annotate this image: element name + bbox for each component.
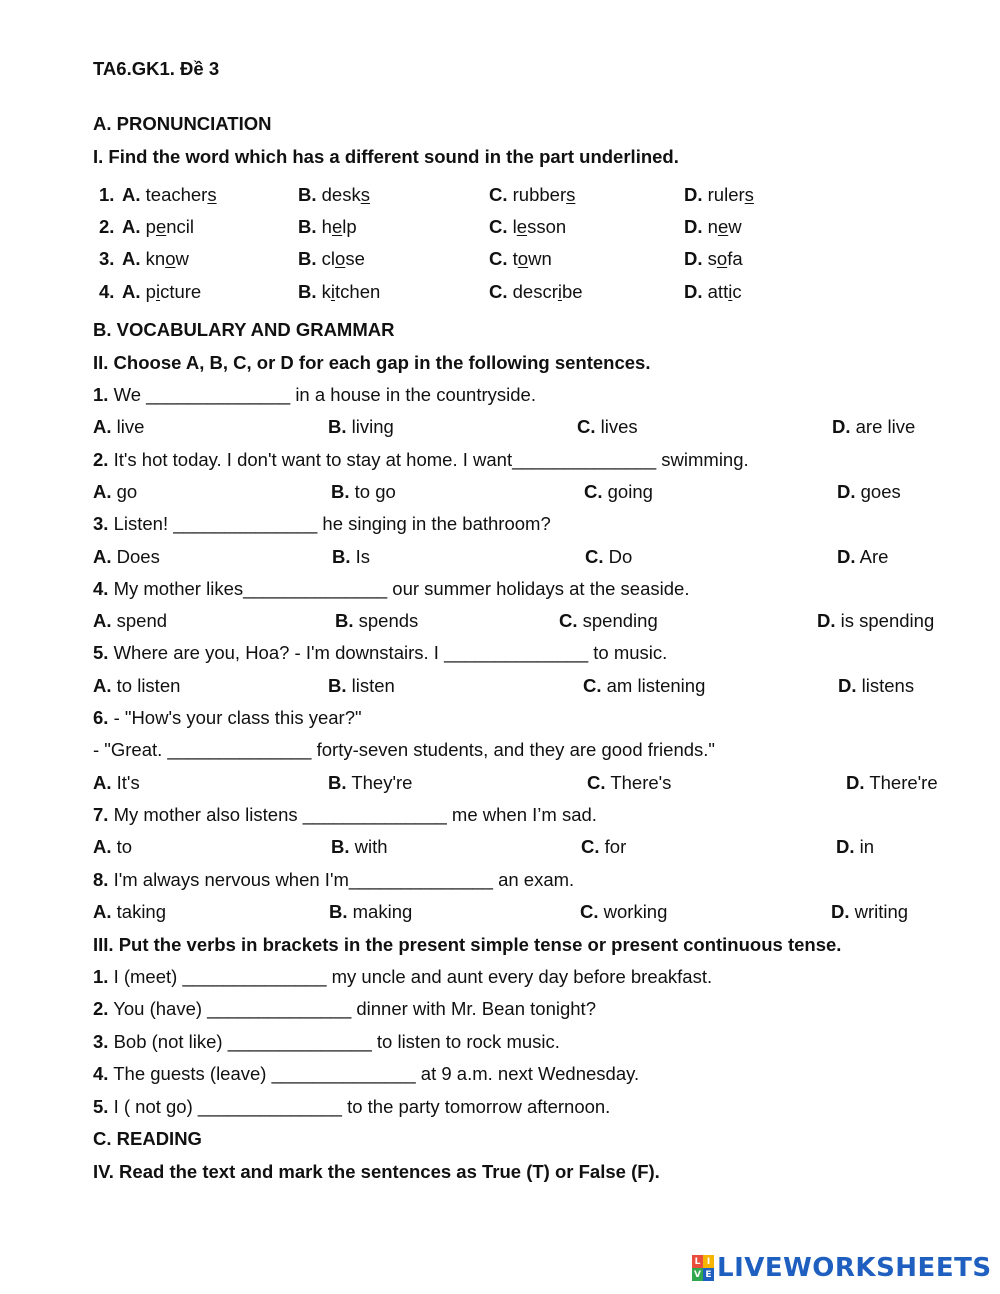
option-text: is spending xyxy=(840,610,935,632)
question-number: 5. xyxy=(93,642,109,664)
option-letter: D. xyxy=(838,674,857,696)
option-text: to go xyxy=(354,480,396,502)
option-letter: C. xyxy=(584,480,603,502)
option-text: There're xyxy=(869,771,938,793)
option-letter: B. xyxy=(328,771,347,793)
option-letter: D. xyxy=(836,836,855,858)
underlined-part: o xyxy=(517,248,529,269)
question-sentence: It's hot today. I don't want to stay at home. I want______________ swimming. xyxy=(113,448,749,470)
answer-option[interactable] xyxy=(298,281,380,303)
answer-option[interactable] xyxy=(93,901,166,923)
option-word-start: att xyxy=(707,281,729,302)
section-a-instruction: I. Find the word which has a different sound in the part underlined. xyxy=(93,146,679,167)
option-text: spends xyxy=(358,610,419,632)
answer-option[interactable] xyxy=(584,481,653,503)
option-word-end: ncil xyxy=(166,216,194,237)
option-word-start: desk xyxy=(321,184,361,205)
question-sentence: - "How's your class this year?" xyxy=(113,707,362,728)
question-sentence: Listen! ______________ he singing in the bathroom? xyxy=(113,513,551,535)
verb-question xyxy=(93,1031,560,1053)
option-text: It's xyxy=(116,771,140,793)
section-b-heading: B. VOCABULARY AND GRAMMAR xyxy=(93,319,395,340)
option-text: They're xyxy=(351,771,413,793)
question-text xyxy=(93,869,574,891)
answer-option[interactable] xyxy=(328,675,395,697)
option-text: making xyxy=(352,900,413,922)
question-number: 5. xyxy=(93,1095,109,1117)
option-letter: D. xyxy=(684,281,703,302)
question-number: 4. xyxy=(93,1063,109,1085)
answer-option[interactable] xyxy=(298,184,370,206)
option-letter: B. xyxy=(329,900,348,922)
answer-option[interactable] xyxy=(93,610,167,632)
option-word-end: cture xyxy=(160,281,202,302)
option-letter: A. xyxy=(122,248,141,269)
option-letter: C. xyxy=(489,281,508,302)
option-text: for xyxy=(604,836,627,858)
option-text: am listening xyxy=(606,674,706,696)
answer-option[interactable] xyxy=(329,901,412,923)
underlined-part: e xyxy=(331,216,343,237)
option-text: taking xyxy=(116,900,167,922)
question-number: 4. xyxy=(99,281,115,302)
option-text: There's xyxy=(610,771,672,793)
option-letter: D. xyxy=(837,545,856,567)
option-letter: A. xyxy=(93,545,112,567)
question-number: 3. xyxy=(93,1030,109,1052)
question-number: 1. xyxy=(99,184,115,205)
option-letter: A. xyxy=(93,771,112,793)
answer-option[interactable] xyxy=(122,184,217,206)
question-number: 1. xyxy=(93,384,109,405)
question-sentence: I ( not go) ______________ to the party tomorrow afternoon. xyxy=(113,1095,611,1117)
answer-option[interactable] xyxy=(836,836,874,858)
option-letter: A. xyxy=(122,184,141,205)
underlined-part: i xyxy=(557,281,563,302)
document-title: TA6.GK1. Đề 3 xyxy=(93,58,220,79)
answer-option[interactable] xyxy=(93,416,144,438)
answer-option[interactable] xyxy=(122,281,201,303)
option-letter: D. xyxy=(684,248,703,269)
option-letter: A. xyxy=(122,281,141,302)
option-word-end: w xyxy=(175,248,189,269)
section-c-instruction: IV. Read the text and mark the sentences as True (T) or False (F). xyxy=(93,1161,660,1182)
logo-mark-letter: L xyxy=(692,1255,703,1268)
option-letter: D. xyxy=(832,416,851,438)
option-letter: B. xyxy=(331,836,350,858)
option-letter: A. xyxy=(93,674,112,696)
option-word-start: teacher xyxy=(145,184,208,205)
option-word-start: k xyxy=(321,281,331,302)
option-letter: D. xyxy=(846,771,865,793)
option-letter: A. xyxy=(93,610,112,632)
option-letter: C. xyxy=(489,184,508,205)
liveworksheets-logo-text: LIVEWORKSHEETS xyxy=(717,1253,992,1283)
question-sentence: I (meet) ______________ my uncle and aunt every day before breakfast. xyxy=(113,966,713,987)
option-letter: B. xyxy=(335,610,354,632)
question-sentence: You (have) ______________ dinner with Mr. Bean tonight? xyxy=(113,998,596,1020)
option-word-end: be xyxy=(562,281,583,302)
question-number: 3. xyxy=(93,513,109,535)
answer-option[interactable] xyxy=(93,546,160,568)
option-text: in xyxy=(859,836,875,858)
option-letter: C. xyxy=(489,248,508,269)
verb-question xyxy=(93,998,596,1020)
section-b-instruction: II. Choose A, B, C, or D for each gap in the following sentences. xyxy=(93,352,651,373)
option-letter: A. xyxy=(93,900,112,922)
option-letter: B. xyxy=(298,248,317,269)
option-text: to xyxy=(116,836,133,858)
option-word-end: w xyxy=(728,216,742,237)
answer-option[interactable] xyxy=(93,836,132,858)
option-text: writing xyxy=(854,900,909,922)
option-letter: D. xyxy=(837,480,856,502)
option-letter: C. xyxy=(559,610,578,632)
liveworksheets-logo xyxy=(692,1253,992,1283)
answer-option[interactable] xyxy=(684,184,754,206)
logo-mark-letter: E xyxy=(703,1268,714,1281)
question-number: 2. xyxy=(93,448,109,470)
option-text: listens xyxy=(861,674,915,696)
underlined-part: e xyxy=(717,216,729,237)
answer-option[interactable] xyxy=(585,546,632,568)
liveworksheets-logo-icon xyxy=(692,1255,714,1281)
question-sentence: Bob (not like) ______________ to listen to rock music. xyxy=(113,1030,560,1052)
answer-option[interactable] xyxy=(837,546,888,568)
section-a-heading: A. PRONUNCIATION xyxy=(93,113,272,134)
option-text: Does xyxy=(116,545,160,567)
underlined-part: s xyxy=(744,184,754,205)
option-text: to listen xyxy=(116,674,181,696)
answer-option[interactable] xyxy=(328,772,412,794)
option-word-end: lp xyxy=(342,216,357,237)
option-text: goes xyxy=(860,480,901,502)
option-letter: D. xyxy=(831,900,850,922)
underlined-part: i xyxy=(728,281,733,302)
option-letter: C. xyxy=(585,545,604,567)
question-sentence: Where are you, Hoa? - I'm downstairs. I ______________ to music. xyxy=(113,642,668,664)
underlined-part: o xyxy=(335,248,346,269)
answer-option[interactable] xyxy=(122,248,189,270)
underlined-part: o xyxy=(165,248,176,269)
option-letter: B. xyxy=(298,216,317,237)
option-text: with xyxy=(354,836,388,858)
answer-option[interactable] xyxy=(559,610,658,632)
option-text: spend xyxy=(116,610,168,632)
option-word-end: wn xyxy=(528,248,552,269)
answer-option[interactable] xyxy=(846,772,938,794)
option-letter: D. xyxy=(684,184,703,205)
answer-option[interactable] xyxy=(831,901,908,923)
answer-option[interactable] xyxy=(684,281,742,303)
option-letter: B. xyxy=(331,480,350,502)
option-letter: A. xyxy=(93,416,112,438)
option-text: spending xyxy=(582,610,658,632)
option-text: Is xyxy=(355,545,371,567)
answer-option[interactable] xyxy=(832,416,915,438)
option-letter: C. xyxy=(577,416,596,438)
answer-option[interactable] xyxy=(298,216,357,238)
option-letter: B. xyxy=(328,416,347,438)
option-letter: C. xyxy=(580,900,599,922)
option-word-end: tchen xyxy=(335,281,381,302)
option-letter: D. xyxy=(684,216,703,237)
option-word-start: cl xyxy=(321,248,336,269)
answer-option[interactable] xyxy=(332,546,370,568)
option-letter: B. xyxy=(328,674,347,696)
option-word-start: l xyxy=(512,216,517,237)
option-text: are live xyxy=(855,416,916,438)
answer-option[interactable] xyxy=(489,184,575,206)
answer-option[interactable] xyxy=(489,248,552,270)
question-sentence: My mother likes______________ our summer holidays at the seaside. xyxy=(113,577,690,599)
underlined-part: o xyxy=(716,248,728,269)
option-text: Are xyxy=(859,545,889,567)
answer-option[interactable] xyxy=(581,836,626,858)
underlined-part: s xyxy=(566,184,576,205)
underlined-part: s xyxy=(207,184,217,205)
answer-option[interactable] xyxy=(328,416,394,438)
option-word-start: s xyxy=(707,248,717,269)
verb-question xyxy=(93,966,712,988)
question-sentence: The guests (leave) ______________ at 9 a.m. next Wednesday. xyxy=(113,1063,640,1085)
answer-option[interactable] xyxy=(817,610,934,632)
question-text xyxy=(93,578,689,600)
question-number: 1. xyxy=(93,966,109,987)
underlined-part: e xyxy=(516,216,528,237)
question-sentence: My mother also listens ______________ me when I’m sad. xyxy=(113,803,597,825)
question-text xyxy=(93,449,749,471)
answer-option[interactable] xyxy=(93,481,137,503)
option-letter: C. xyxy=(587,771,606,793)
option-word-end: sson xyxy=(527,216,567,237)
option-text: listen xyxy=(351,674,395,696)
section-b3-instruction: III. Put the verbs in brackets in the present simple tense or present continuous tense. xyxy=(93,934,842,955)
verb-question xyxy=(93,1063,639,1085)
answer-option[interactable] xyxy=(587,772,671,794)
question-number: 4. xyxy=(93,577,109,599)
option-text: going xyxy=(607,480,653,502)
option-letter: A. xyxy=(122,216,141,237)
question-number: 8. xyxy=(93,868,109,890)
option-letter: A. xyxy=(93,836,112,858)
answer-option[interactable] xyxy=(583,675,705,697)
logo-mark-letter: I xyxy=(703,1255,714,1268)
logo-mark-letter: V xyxy=(692,1268,703,1281)
question-number: 2. xyxy=(93,998,109,1020)
answer-option[interactable] xyxy=(335,610,418,632)
option-word-start: ruler xyxy=(707,184,745,205)
answer-option[interactable] xyxy=(331,836,388,858)
answer-option[interactable] xyxy=(577,416,638,438)
question-text xyxy=(93,384,536,406)
question-text xyxy=(93,513,551,535)
option-word-start: t xyxy=(512,248,518,269)
option-word-start: n xyxy=(707,216,718,237)
answer-option[interactable] xyxy=(684,248,743,270)
option-text: go xyxy=(116,480,138,502)
question-text xyxy=(93,739,715,761)
option-letter: D. xyxy=(817,610,836,632)
option-letter: A. xyxy=(93,480,112,502)
underlined-part: i xyxy=(330,281,336,302)
option-text: working xyxy=(603,900,668,922)
option-word-end: fa xyxy=(727,248,743,269)
option-letter: C. xyxy=(581,836,600,858)
question-text xyxy=(93,707,362,729)
question-number: 2. xyxy=(99,216,115,237)
question-sentence: - "Great. ______________ forty-seven students, and they are good friends." xyxy=(93,739,715,761)
question-number: 6. xyxy=(93,707,109,728)
answer-option[interactable] xyxy=(489,281,583,303)
option-word-end: se xyxy=(345,248,365,269)
question-number: 7. xyxy=(93,803,109,825)
option-letter: C. xyxy=(489,216,508,237)
verb-question xyxy=(93,1096,610,1118)
option-text: live xyxy=(116,416,145,438)
underlined-part: e xyxy=(155,216,167,237)
answer-option[interactable] xyxy=(331,481,396,503)
answer-option[interactable] xyxy=(580,901,667,923)
answer-option[interactable] xyxy=(838,675,914,697)
option-letter: C. xyxy=(583,674,602,696)
option-letter: B. xyxy=(298,184,317,205)
answer-option[interactable] xyxy=(489,216,566,238)
section-c-heading: C. READING xyxy=(93,1128,202,1149)
underlined-part: i xyxy=(155,281,161,302)
option-word-start: h xyxy=(321,216,332,237)
option-text: living xyxy=(351,416,394,438)
question-sentence: We ______________ in a house in the countryside. xyxy=(113,384,536,405)
question-sentence: I'm always nervous when I'm______________ an exam. xyxy=(113,868,575,890)
option-word-start: kn xyxy=(145,248,166,269)
option-word-start: descr xyxy=(512,281,558,302)
option-text: Do xyxy=(608,545,633,567)
option-word-end: c xyxy=(732,281,742,302)
option-text: lives xyxy=(600,416,638,438)
option-word-start: rubber xyxy=(512,184,567,205)
question-number: 3. xyxy=(99,248,115,269)
option-word-start: p xyxy=(145,281,156,302)
answer-option[interactable] xyxy=(298,248,365,270)
underlined-part: s xyxy=(360,184,370,205)
answer-option[interactable] xyxy=(684,216,742,238)
question-text xyxy=(93,642,667,664)
answer-option[interactable] xyxy=(837,481,901,503)
option-letter: B. xyxy=(298,281,317,302)
question-text xyxy=(93,804,597,826)
answer-option[interactable] xyxy=(122,216,194,238)
option-letter: B. xyxy=(332,545,351,567)
option-word-start: p xyxy=(145,216,156,237)
answer-option[interactable] xyxy=(93,772,140,794)
answer-option[interactable] xyxy=(93,675,180,697)
